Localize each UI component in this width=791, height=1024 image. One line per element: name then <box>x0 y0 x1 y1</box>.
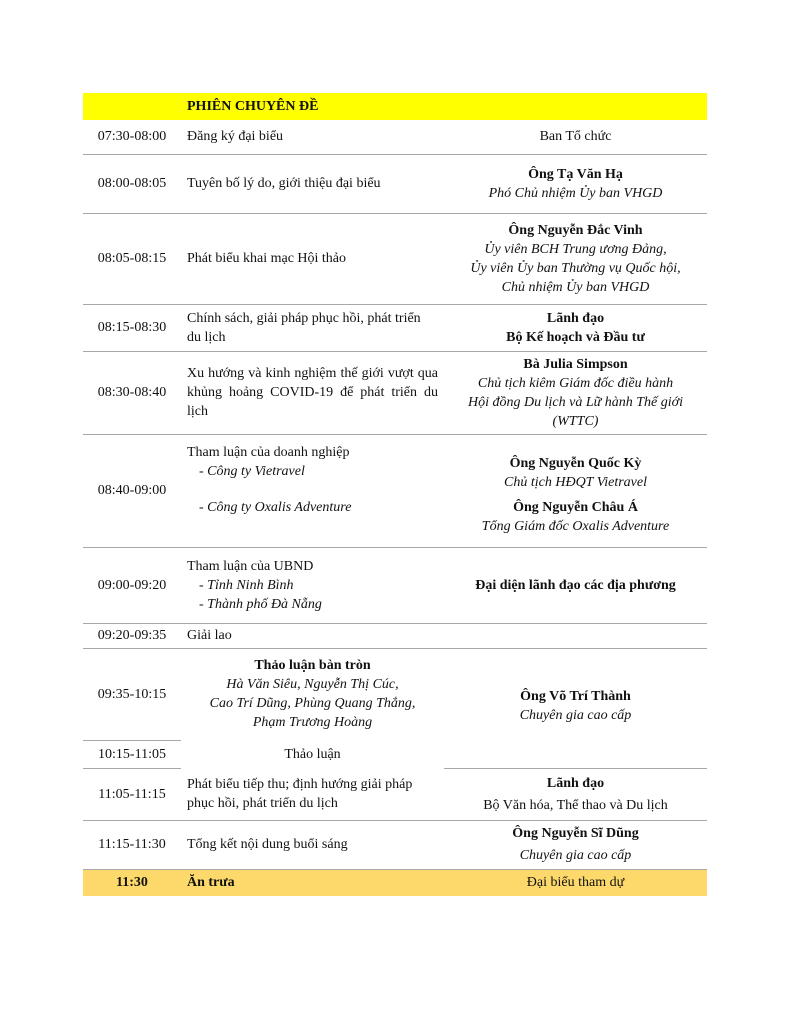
speaker-title-line: Ủy viên BCH Trung ương Đảng, <box>484 241 667 257</box>
speaker-cell <box>444 820 707 869</box>
time-cell: 11:30 <box>83 869 181 896</box>
speaker-name: Bà Julia Simpson <box>523 356 628 372</box>
topic-item: - Thành phố Đà Nẵng <box>199 596 322 612</box>
topic-text: Xu hướng và kinh nghiệm thế giới vượt qua khủng hoảng COVID-19 để phát triển du lịch <box>187 366 438 419</box>
speaker-title: Phó Chủ nhiệm Ủy ban VHGD <box>488 185 663 201</box>
speaker-cell <box>444 154 707 213</box>
speaker-line: Lãnh đạo <box>546 310 605 326</box>
agenda-row-summary <box>83 820 707 869</box>
time-cell: 09:35-10:15 <box>83 648 181 740</box>
agenda-row-reception <box>83 768 707 820</box>
topic-item: - Tỉnh Ninh Bình <box>199 577 294 593</box>
topic-text: Tham luận của doanh nghiệp <box>187 444 350 460</box>
section-title: PHIÊN CHUYÊN ĐỀ <box>181 93 444 120</box>
topic-item: - Công ty Vietravel <box>199 463 305 479</box>
time-cell: 11:15-11:30 <box>83 820 181 869</box>
agenda-row-break <box>83 623 707 648</box>
speaker-title: Chuyên gia cao cấp <box>519 707 632 723</box>
topic-cell: Thảo luận <box>284 746 341 762</box>
topic-cell <box>181 547 444 623</box>
agenda-row-provincial-talks <box>83 547 707 623</box>
speaker-title: Tổng Giám đốc Oxalis Adventure <box>481 518 670 534</box>
topic-cell: Phát biểu tiếp thu; định hướng giải pháp phục hồi, phát triển du lịch <box>181 768 444 820</box>
agenda-row-opening-reason <box>83 154 707 213</box>
topic-cell: Phát biểu khai mạc Hội thảo <box>181 213 444 304</box>
speaker-name: Ông Võ Trí Thành <box>520 688 631 704</box>
agenda-row-lunch <box>83 869 707 896</box>
time-cell: 08:40-09:00 <box>83 434 181 547</box>
speaker-title-line: Hội đồng Du lịch và Lữ hành Thế giới <box>468 394 683 410</box>
agenda-row-registration <box>83 120 707 154</box>
speaker-cell <box>444 213 707 304</box>
topic-cell <box>181 648 444 740</box>
topic-cell: Ăn trưa <box>181 869 444 896</box>
topic-text: Tham luận của UBND <box>187 558 314 574</box>
speaker-cell <box>444 768 707 820</box>
participant-line: Phạm Trương Hoàng <box>252 715 373 731</box>
speaker-name: Ông Tạ Văn Hạ <box>528 166 623 182</box>
time-cell: 11:05-11:15 <box>83 768 181 820</box>
topic-cell: Đăng ký đại biểu <box>181 120 444 154</box>
agenda-row-trends <box>83 351 707 434</box>
speaker-title: Chủ tịch HĐQT Vietravel <box>504 474 647 490</box>
speaker-title: Chuyên gia cao cấp <box>519 848 632 863</box>
topic-cell <box>181 351 444 434</box>
time-cell: 08:05-08:15 <box>83 213 181 304</box>
speaker-title-line: (WTTC) <box>552 413 599 429</box>
participant-line: Cao Trí Dũng, Phùng Quang Thắng, <box>209 696 416 712</box>
speaker-cell <box>444 351 707 434</box>
agenda-table <box>83 93 707 896</box>
topic-cell: Chính sách, giải pháp phục hồi, phát triển du lịch <box>181 304 444 351</box>
speaker-name: Ông Nguyễn Quốc Kỳ <box>509 455 642 471</box>
agenda-row-policy <box>83 304 707 351</box>
topic-cell: Giải lao <box>181 623 444 648</box>
speaker-line: Bộ Kế hoạch và Đầu tư <box>506 329 645 345</box>
topic-item: - Công ty Oxalis Adventure <box>199 499 352 515</box>
agenda-row-business-talks <box>83 434 707 547</box>
speaker-name: Ông Nguyễn Châu Á <box>513 499 638 515</box>
speaker-name: Ông Nguyễn Sĩ Dũng <box>512 826 639 841</box>
speaker-cell: Ban Tổ chức <box>444 120 707 154</box>
time-cell: 09:20-09:35 <box>83 623 181 648</box>
time-cell: 08:15-08:30 <box>83 304 181 351</box>
speaker-cell <box>444 648 707 768</box>
speaker-title: Bộ Văn hóa, Thể thao và Du lịch <box>483 797 668 813</box>
speaker-name: Ông Nguyễn Đắc Vinh <box>508 222 643 238</box>
speaker-cell: Đại diện lãnh đạo các địa phương <box>444 547 707 623</box>
section-header-row <box>83 93 707 120</box>
topic-cell: Tổng kết nội dung buổi sáng <box>181 820 444 869</box>
speaker-title-line: Chủ tịch kiêm Giám đốc điều hành <box>477 375 674 391</box>
speaker-title-line: Ủy viên Ủy ban Thường vụ Quốc hội, <box>470 260 681 276</box>
speaker-title-line: Chủ nhiệm Ủy ban VHGD <box>501 279 650 295</box>
topic-text: Thảo luận bàn tròn <box>254 658 371 674</box>
time-cell: 10:15-11:05 <box>83 740 181 768</box>
participant-line: Hà Văn Siêu, Nguyễn Thị Cúc, <box>226 677 399 693</box>
speaker-cell <box>444 434 707 547</box>
time-cell: 09:00-09:20 <box>83 547 181 623</box>
topic-cell <box>181 434 444 547</box>
time-cell: 07:30-08:00 <box>83 120 181 154</box>
speaker-cell: Đại biểu tham dự <box>444 869 707 896</box>
speaker-cell <box>444 304 707 351</box>
agenda-row-roundtable <box>83 648 707 740</box>
agenda-row-opening-speech <box>83 213 707 304</box>
time-cell: 08:00-08:05 <box>83 154 181 213</box>
speaker-name: Lãnh đạo <box>546 775 605 791</box>
topic-cell: Tuyên bố lý do, giới thiệu đại biểu <box>181 154 444 213</box>
time-cell: 08:30-08:40 <box>83 351 181 434</box>
